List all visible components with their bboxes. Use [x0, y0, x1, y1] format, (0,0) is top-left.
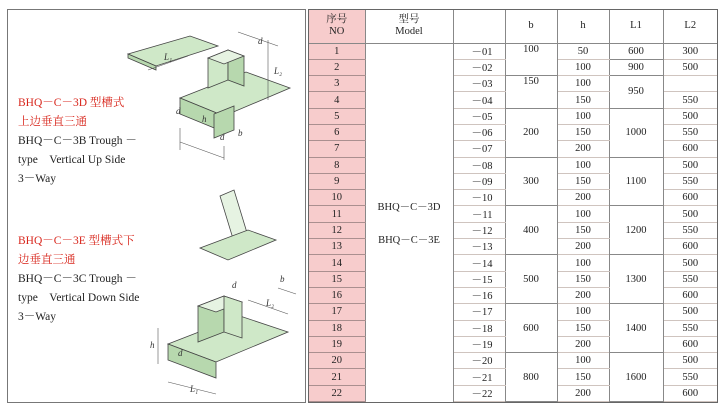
row-no: 7 [309, 141, 365, 157]
l1-value: 1300 [609, 255, 663, 304]
l2-value: 550 [663, 173, 717, 189]
fig-top-label-d2: d [176, 106, 181, 116]
header-l2: L2 [663, 10, 717, 43]
h-value: 100 [557, 108, 609, 124]
h-value: 200 [557, 141, 609, 157]
row-suffix: －10 [453, 190, 505, 206]
row-suffix: －18 [453, 320, 505, 336]
b-value: 200 [505, 108, 557, 157]
l2-value: 550 [663, 369, 717, 385]
row-no: 16 [309, 287, 365, 303]
l2-value: 300 [663, 43, 717, 59]
row-no: 6 [309, 124, 365, 140]
bottom-caption-zh-1: BHQ－C－3E 型槽式下 [18, 235, 135, 247]
row-no: 10 [309, 190, 365, 206]
h-value: 100 [557, 255, 609, 271]
fig-top-label-l1: L₁ [164, 52, 173, 62]
header-b: b [505, 10, 557, 43]
top-caption-zh-1: BHQ－C－3D 型槽式 [18, 97, 125, 109]
h-value: 100 [557, 353, 609, 369]
h-value: 100 [557, 157, 609, 173]
header-model-en: Model [395, 26, 423, 38]
h-value: 150 [557, 92, 609, 108]
row-no: 1 [309, 43, 365, 59]
l2-value: 550 [663, 124, 717, 140]
row-no: 13 [309, 239, 365, 255]
fig-bottom-label-l2: L₂ [266, 298, 275, 308]
l1-value: 1400 [609, 304, 663, 353]
header-no-en: NO [329, 26, 345, 38]
bottom-caption-en-1: BHQ－C－3C Trough － [18, 273, 137, 285]
row-suffix: －22 [453, 385, 505, 401]
row-no: 14 [309, 255, 365, 271]
l2-value: 600 [663, 190, 717, 206]
h-value: 200 [557, 336, 609, 352]
b-value: 150 [505, 76, 557, 109]
l2-value: 550 [663, 92, 717, 108]
top-caption-en-2: type Vertical Up Side [18, 154, 126, 166]
row-suffix: －05 [453, 108, 505, 124]
l2-value: 500 [663, 353, 717, 369]
header-suffix [453, 10, 505, 43]
row-no: 8 [309, 157, 365, 173]
h-value: 100 [557, 304, 609, 320]
b-value: 400 [505, 206, 557, 255]
bottom-caption [18, 232, 139, 327]
row-suffix: －17 [453, 304, 505, 320]
row-no: 15 [309, 271, 365, 287]
fig-bottom-label-b: b [280, 274, 285, 284]
l1-value: 900 [609, 59, 663, 75]
h-value: 150 [557, 320, 609, 336]
fig-top-label-d3: d [220, 132, 225, 142]
table-row [309, 43, 717, 59]
l2-value: 550 [663, 271, 717, 287]
h-value: 150 [557, 124, 609, 140]
header-l1: L1 [609, 10, 663, 43]
b-value: 500 [505, 255, 557, 304]
row-suffix: －16 [453, 287, 505, 303]
row-suffix: －12 [453, 222, 505, 238]
row-suffix: －01 [453, 43, 505, 59]
l2-value: 500 [663, 206, 717, 222]
row-suffix: －11 [453, 206, 505, 222]
row-suffix: －14 [453, 255, 505, 271]
fig-top-label-d: d [258, 36, 263, 46]
l2-value: 600 [663, 336, 717, 352]
row-no: 18 [309, 320, 365, 336]
row-no: 11 [309, 206, 365, 222]
h-value: 100 [557, 206, 609, 222]
row-suffix: －20 [453, 353, 505, 369]
row-no: 9 [309, 173, 365, 189]
l1-value: 1000 [609, 108, 663, 157]
top-caption-zh-2: 上边垂直三通 [18, 116, 87, 128]
fig-bottom-label-h: h [150, 340, 155, 350]
top-caption-en-3: 3－Way [18, 173, 57, 185]
l2-value: 500 [663, 157, 717, 173]
row-suffix: －04 [453, 92, 505, 108]
bottom-caption-en-3: 3－Way [18, 311, 57, 323]
row-no: 19 [309, 336, 365, 352]
l1-value: 1100 [609, 157, 663, 206]
l2-value [663, 76, 717, 92]
row-suffix: －09 [453, 173, 505, 189]
fig-bottom-label-d2: d [178, 348, 183, 358]
b-value: 600 [505, 304, 557, 353]
l1-value: 600 [609, 43, 663, 59]
row-suffix: －08 [453, 157, 505, 173]
l2-value: 550 [663, 320, 717, 336]
fig-bottom-label-l1: L₁ [190, 384, 199, 394]
header-model-zh: 型号 [398, 14, 420, 26]
spec-table-frame [308, 9, 718, 403]
down-side-3way-drawing [128, 188, 303, 398]
header-no-zh: 序号 [326, 14, 348, 26]
row-no: 12 [309, 222, 365, 238]
row-suffix: －02 [453, 59, 505, 75]
h-value: 200 [557, 239, 609, 255]
l2-value: 600 [663, 287, 717, 303]
h-value: 200 [557, 190, 609, 206]
row-no: 2 [309, 59, 365, 75]
row-no: 17 [309, 304, 365, 320]
row-no: 4 [309, 92, 365, 108]
h-value: 200 [557, 385, 609, 401]
row-no: 21 [309, 369, 365, 385]
h-value: 100 [557, 59, 609, 75]
h-value: 100 [557, 76, 609, 92]
row-suffix: －21 [453, 369, 505, 385]
model-3d: BHQ－C－3D [377, 201, 441, 213]
illustration-panel [7, 9, 306, 403]
top-caption-en-1: BHQ－C－3B Trough － [18, 135, 137, 147]
header-h: h [557, 10, 609, 43]
row-suffix: －07 [453, 141, 505, 157]
l2-value: 500 [663, 255, 717, 271]
header-model [365, 10, 453, 43]
l2-value: 600 [663, 141, 717, 157]
spec-table [309, 10, 717, 402]
row-no: 5 [309, 108, 365, 124]
top-caption [18, 94, 137, 189]
h-value: 50 [557, 43, 609, 59]
l2-value: 500 [663, 108, 717, 124]
h-value: 150 [557, 222, 609, 238]
bottom-caption-en-2: type Vertical Down Side [18, 292, 140, 304]
l2-value: 500 [663, 59, 717, 75]
row-suffix: －06 [453, 124, 505, 140]
h-value: 150 [557, 173, 609, 189]
header-no [309, 10, 365, 43]
l2-value: 550 [663, 222, 717, 238]
row-suffix: －19 [453, 336, 505, 352]
row-no: 3 [309, 76, 365, 92]
spec-table-body [309, 43, 717, 402]
fig-top-label-h: h [202, 114, 207, 124]
fig-bottom-label-d: d [232, 280, 237, 290]
row-suffix: －15 [453, 271, 505, 287]
row-no: 20 [309, 353, 365, 369]
bottom-caption-zh-2: 边垂直三通 [18, 254, 76, 266]
h-value: 150 [557, 369, 609, 385]
up-side-3way-drawing [118, 10, 303, 165]
h-value: 150 [557, 271, 609, 287]
l1-value: 1600 [609, 353, 663, 402]
model-cell [365, 43, 453, 402]
fig-top-label-l2: L₂ [274, 66, 283, 76]
row-suffix: －13 [453, 239, 505, 255]
l1-value: 1200 [609, 206, 663, 255]
h-value: 200 [557, 287, 609, 303]
l2-value: 600 [663, 239, 717, 255]
l2-value: 600 [663, 385, 717, 401]
b-value: 300 [505, 157, 557, 206]
b-value: 100 [505, 43, 557, 76]
row-suffix: －03 [453, 76, 505, 92]
row-no: 22 [309, 385, 365, 401]
l2-value: 500 [663, 304, 717, 320]
l1-value: 950 [609, 76, 663, 109]
fig-top-label-b: b [238, 128, 243, 138]
b-value: 800 [505, 353, 557, 402]
model-3e: BHQ－C－3E [378, 234, 440, 246]
